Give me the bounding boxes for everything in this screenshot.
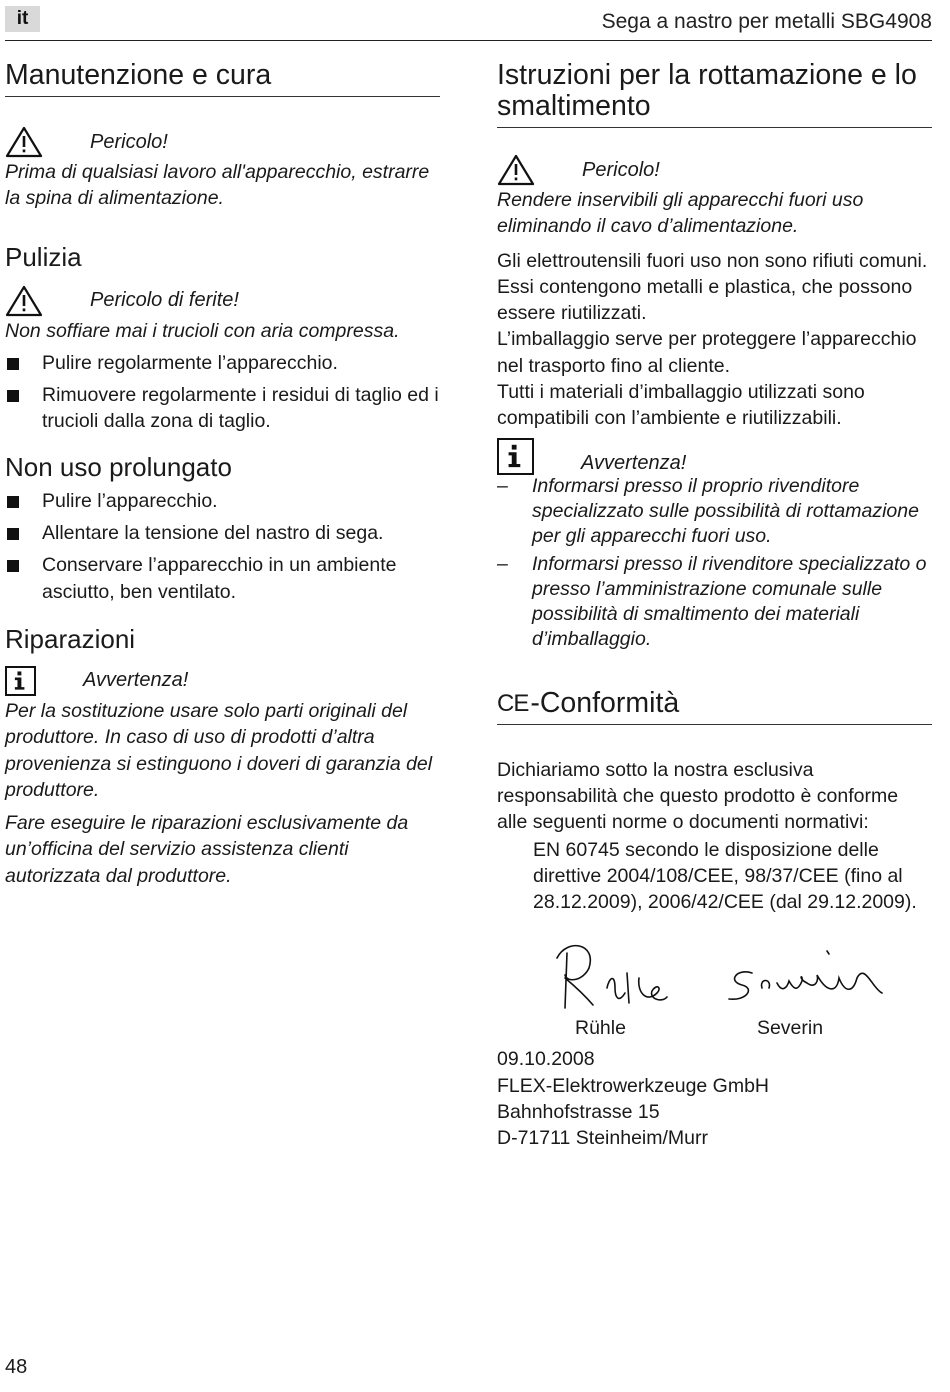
disposal-note — [497, 440, 932, 474]
warning-label: Pericolo di ferite! — [90, 289, 239, 312]
maintenance-warning — [5, 125, 440, 159]
repairs-note-text-2: Fare eseguire le riparazioni esclusivamente da un’officina del servizio assistenza clienti autorizzata dal produttore. — [5, 812, 409, 887]
list-item: Pulire l’apparecchio. — [5, 488, 440, 514]
left-column — [5, 60, 440, 889]
warning-label: Pericolo! — [90, 130, 168, 153]
conformity-standards: EN 60745 secondo le disposizione delle direttive 2004/108/CEE, 98/37/CEE (fino al 28.12.2009), 2006/42/CEE (dal 29.12.2009). — [533, 838, 917, 914]
maintenance-title: Manutenzione e cura — [5, 60, 440, 97]
dash-marker: – — [497, 552, 508, 575]
disposal-dash-list — [497, 474, 932, 652]
disposal-para-1: Gli elettroutensili fuori uso non sono rifiuti comuni. Essi contengono metalli e plastica, che possono essere riutilizzati. — [497, 249, 928, 325]
language-tab: it — [5, 6, 40, 32]
bullet-square-icon — [7, 560, 19, 572]
page-number: 48 — [5, 1356, 28, 1378]
list-item: Allentare la tensione del nastro di sega. — [5, 520, 440, 546]
signer-1-name: Rühle — [575, 1017, 626, 1040]
conformity-intro: Dichiariamo sotto la nostra esclusiva responsabilità che questo prodotto è conforme alle seguenti norme o documenti normativi: — [497, 758, 899, 834]
bullet-square-icon — [7, 496, 19, 508]
conformity-title — [497, 688, 932, 725]
maintenance-warning-text: Prima di qualsiasi lavoro all'apparecchio, estrarre la spina di alimentazione. — [5, 161, 430, 210]
signature-image — [497, 933, 897, 1017]
signer-2-name: Severin — [756, 1017, 824, 1040]
disposal-para-3: Tutti i materiali d’imballaggio utilizzati sono compatibili con l’ambiente e riutilizzabili. — [497, 381, 865, 430]
repairs-note-text-1: Per la sostituzione usare solo parti originali del produttore. In caso di uso di prodotti d’altra provenienza si estinguono i doveri di garanzia del produttore. — [5, 699, 433, 801]
storage-list — [5, 488, 440, 605]
disposal-warning — [497, 153, 932, 187]
repairs-note — [5, 664, 440, 698]
warning-triangle-icon — [5, 285, 43, 317]
disposal-para-2: L’imballaggio serve per proteggere l’apparecchio nel trasporto fino al cliente. — [497, 328, 917, 377]
right-column — [497, 60, 932, 1152]
company-name: FLEX-Elektrowerkzeuge GmbH — [497, 1074, 770, 1097]
storage-title: Non uso prolungato — [5, 451, 232, 482]
header-rule — [5, 40, 932, 41]
cleaning-warning-text: Non soffiare mai i trucioli con aria compressa. — [5, 319, 400, 342]
note-label: Avvertenza! — [83, 669, 189, 692]
bullet-square-icon — [7, 390, 19, 402]
declaration-date: 09.10.2008 — [497, 1048, 595, 1071]
signer-names — [497, 1017, 932, 1040]
cleaning-warning — [5, 284, 440, 318]
warning-triangle-icon — [497, 154, 535, 186]
list-item: – Informarsi presso il proprio rivenditore specializzato sulle possibilità di rottamazione per gli apparecchi fuori uso. — [497, 474, 919, 547]
info-icon — [497, 438, 534, 475]
bullet-square-icon — [7, 358, 19, 370]
document-title: Sega a nastro per metalli SBG4908 — [601, 10, 932, 33]
info-icon — [5, 666, 36, 696]
conformity-title-text: -Conformità — [530, 686, 680, 719]
list-item: Pulire regolarmente l’apparecchio. — [5, 350, 440, 376]
list-item: – Informarsi presso il rivenditore specializzato o presso l’amministrazione comunale sulle possibilità di smaltimento dei materiali d’imballaggio. — [497, 552, 927, 650]
cleaning-title: Pulizia — [5, 241, 82, 272]
note-label: Avvertenza! — [581, 452, 687, 475]
list-item: Conservare l’apparecchio in un ambiente asciutto, ben ventilato. — [5, 552, 440, 605]
disposal-title: Istruzioni per la rottamazione e lo smaltimento — [497, 60, 932, 128]
list-item: Rimuovere regolarmente i residui di taglio ed i trucioli dalla zona di taglio. — [5, 382, 440, 435]
dash-marker: – — [497, 474, 508, 497]
warning-triangle-icon — [5, 126, 43, 158]
company-street: Bahnhofstrasse 15 — [497, 1101, 660, 1124]
warning-label: Pericolo! — [582, 158, 660, 181]
ce-mark-icon: CE — [497, 689, 529, 717]
repairs-title: Riparazioni — [5, 623, 136, 654]
company-city: D-71711 Steinheim/Murr — [497, 1127, 708, 1150]
bullet-square-icon — [7, 528, 19, 540]
signatures — [497, 933, 932, 1017]
cleaning-list — [5, 350, 440, 435]
disposal-warning-text: Rendere inservibili gli apparecchi fuori uso eliminando il cavo d’alimentazione. — [497, 189, 864, 238]
